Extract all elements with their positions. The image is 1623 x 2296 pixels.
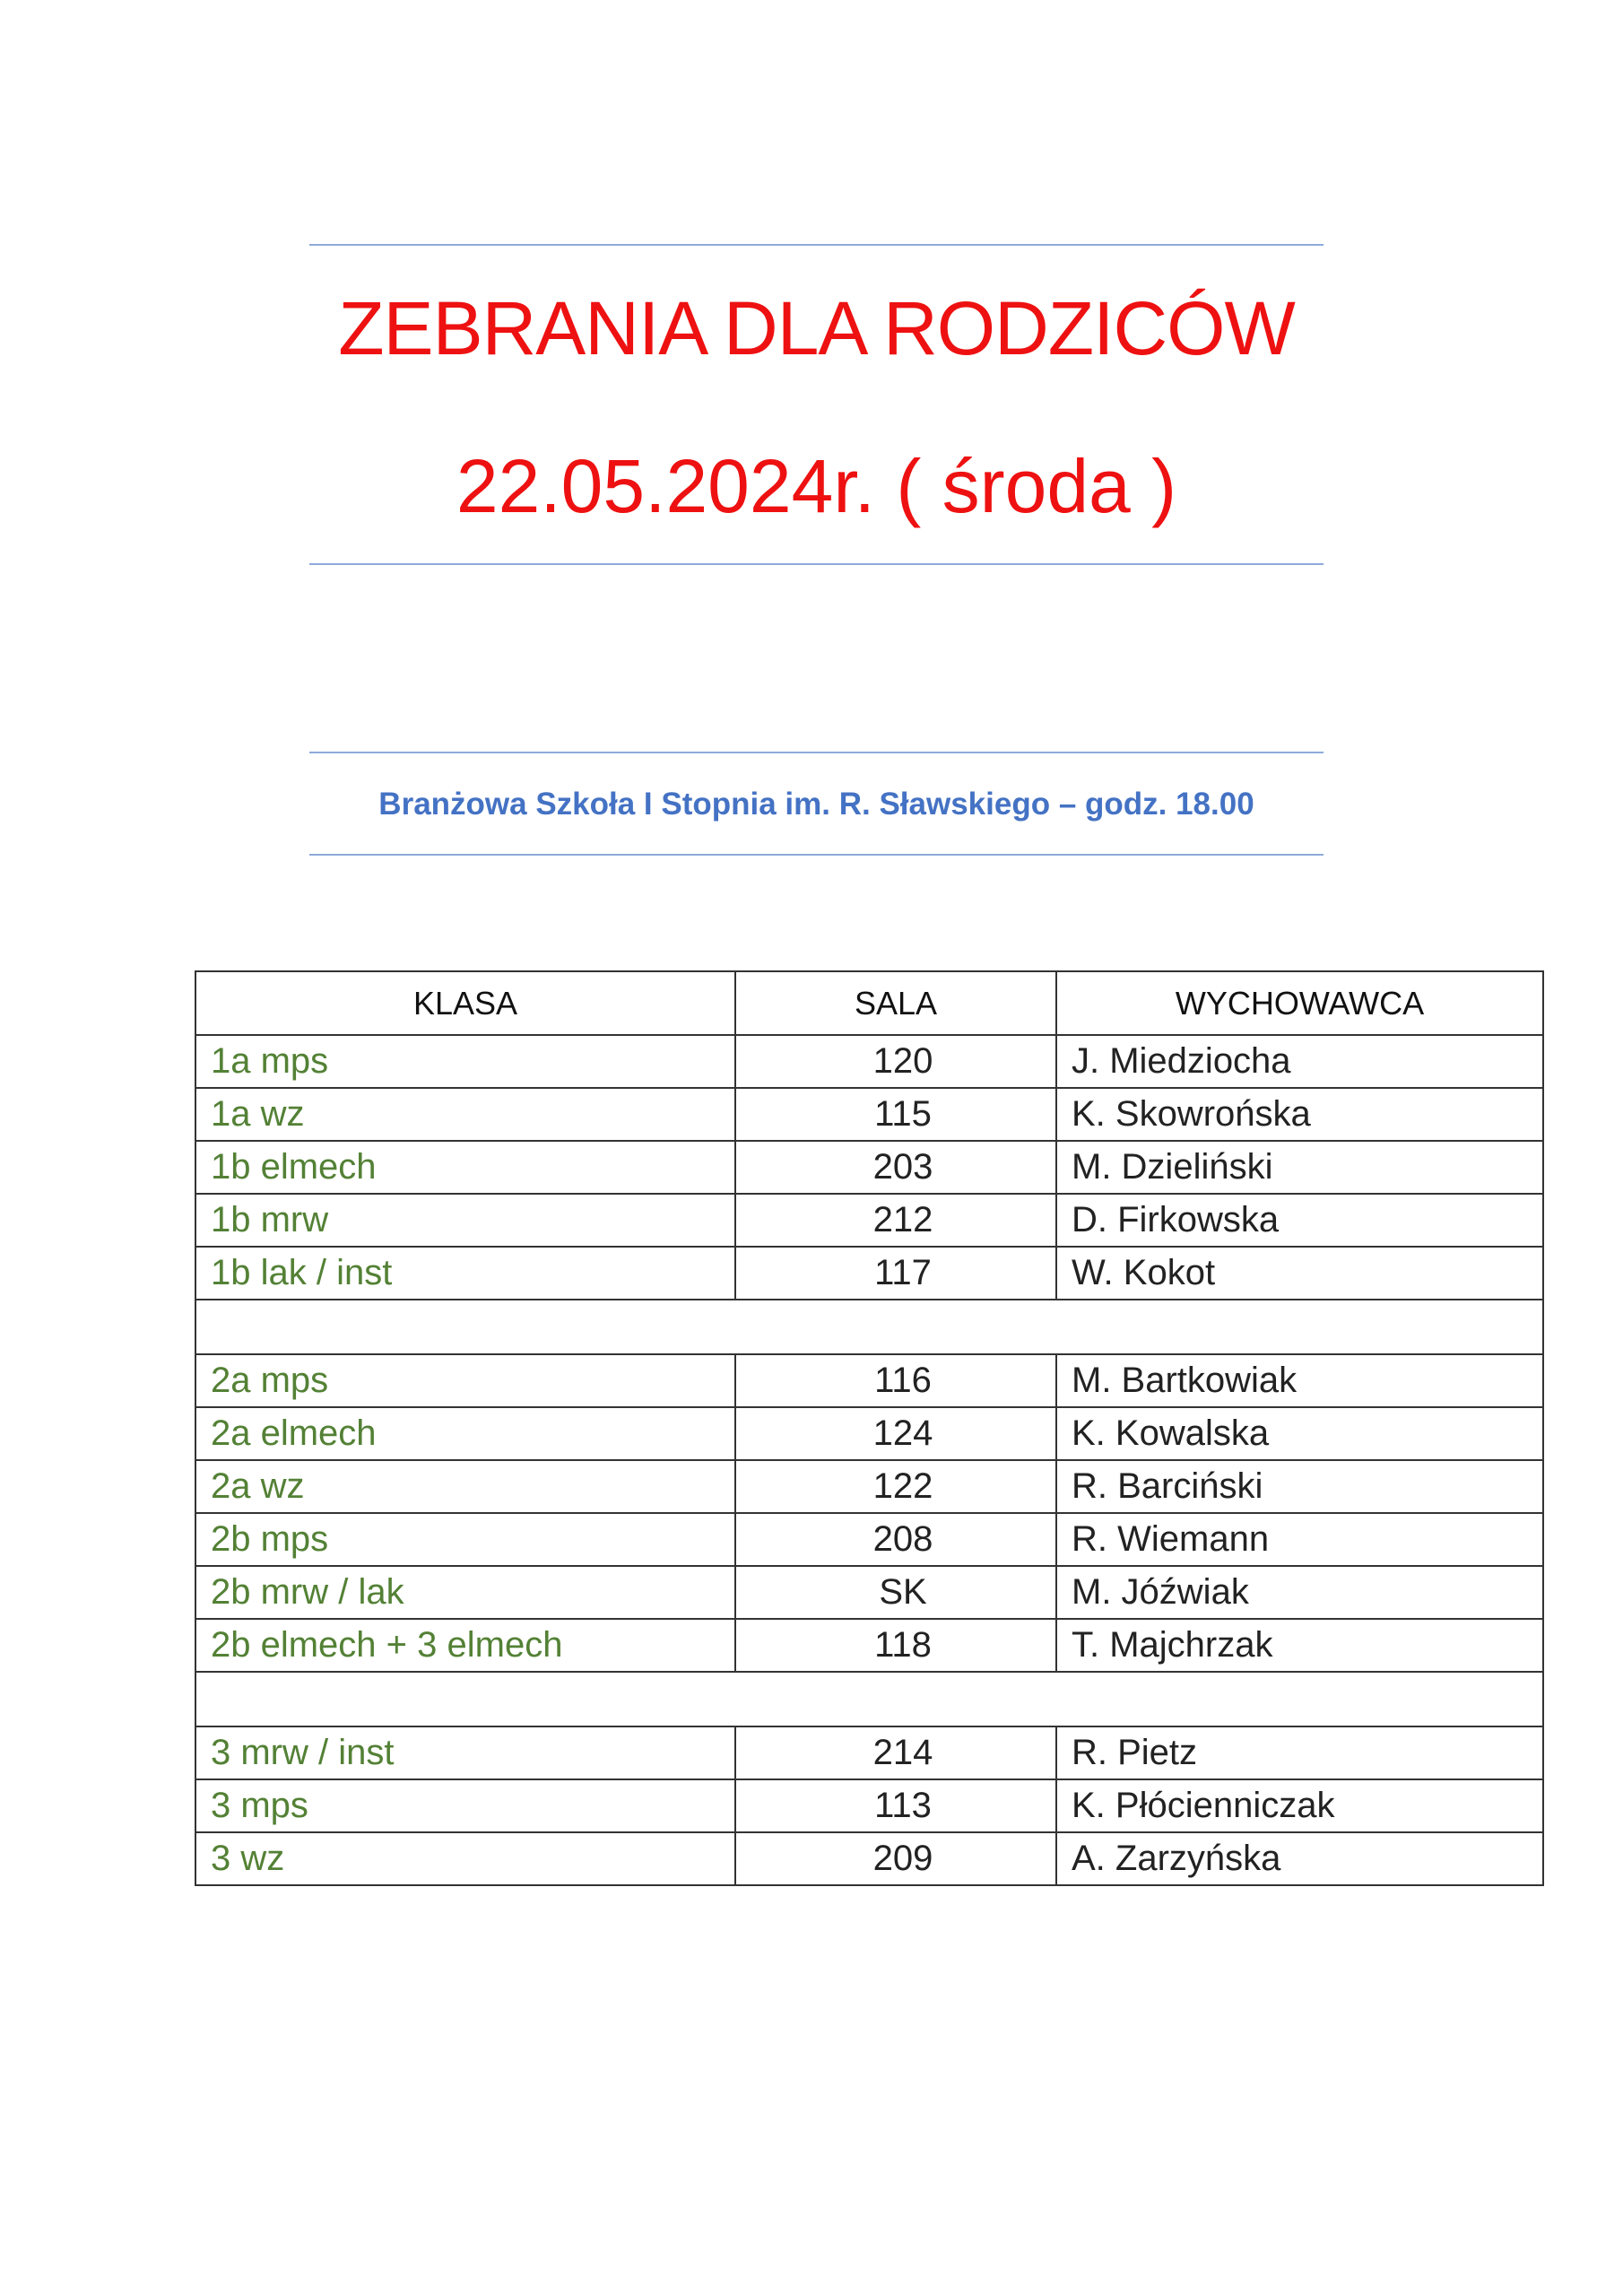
- table-row: [195, 1088, 1543, 1141]
- subtitle-bottom-divider: [309, 854, 1324, 856]
- class-cell: 2b elmech + 3 elmech: [195, 1619, 735, 1672]
- table-row: [195, 1141, 1543, 1194]
- teacher-cell: D. Firkowska: [1056, 1194, 1543, 1247]
- table-header-row: [195, 971, 1543, 1035]
- room-cell: 124: [735, 1407, 1056, 1460]
- meeting-schedule-table: [195, 970, 1544, 1886]
- class-cell: 1b mrw: [195, 1194, 735, 1247]
- spacer-cell: [195, 1672, 1543, 1726]
- room-cell: 117: [735, 1247, 1056, 1300]
- room-cell: 214: [735, 1726, 1056, 1779]
- page-title: ZEBRANIA DLA RODZICÓW: [338, 286, 1295, 370]
- class-cell: 2a mps: [195, 1354, 735, 1407]
- title-bottom-divider: [309, 563, 1324, 565]
- teacher-cell: M. Bartkowiak: [1056, 1354, 1543, 1407]
- header-klasa: KLASA: [195, 971, 735, 1035]
- table-row: [195, 1460, 1543, 1513]
- spacer-row: [195, 1672, 1543, 1726]
- table-row: [195, 1354, 1543, 1407]
- teacher-cell: K. Płócienniczak: [1056, 1779, 1543, 1832]
- table-body: [195, 1035, 1543, 1885]
- subtitle-top-divider: [309, 752, 1324, 753]
- class-cell: 2b mrw / lak: [195, 1566, 735, 1619]
- teacher-cell: M. Dzieliński: [1056, 1141, 1543, 1194]
- teacher-cell: J. Miedziocha: [1056, 1035, 1543, 1088]
- teacher-cell: R. Wiemann: [1056, 1513, 1543, 1566]
- class-cell: 3 mps: [195, 1779, 735, 1832]
- table-row: [195, 1035, 1543, 1088]
- teacher-cell: R. Pietz: [1056, 1726, 1543, 1779]
- class-cell: 1b lak / inst: [195, 1247, 735, 1300]
- room-cell: 115: [735, 1088, 1056, 1141]
- class-cell: 1a mps: [195, 1035, 735, 1088]
- school-subtitle: Branżowa Szkoła I Stopnia im. R. Sławskiego – godz. 18.00: [378, 787, 1254, 822]
- teacher-cell: W. Kokot: [1056, 1247, 1543, 1300]
- header-wychowawca: WYCHOWAWCA: [1056, 971, 1543, 1035]
- table-row: [195, 1566, 1543, 1619]
- room-cell: 118: [735, 1619, 1056, 1672]
- class-cell: 2a wz: [195, 1460, 735, 1513]
- spacer-cell: [195, 1300, 1543, 1354]
- table-row: [195, 1194, 1543, 1247]
- table-row: [195, 1726, 1543, 1779]
- teacher-cell: A. Zarzyńska: [1056, 1832, 1543, 1885]
- top-divider: [309, 244, 1324, 246]
- room-cell: 212: [735, 1194, 1056, 1247]
- class-cell: 1b elmech: [195, 1141, 735, 1194]
- teacher-cell: M. Jóźwiak: [1056, 1566, 1543, 1619]
- room-cell: 208: [735, 1513, 1056, 1566]
- teacher-cell: K. Kowalska: [1056, 1407, 1543, 1460]
- table-row: [195, 1513, 1543, 1566]
- class-cell: 2b mps: [195, 1513, 735, 1566]
- class-cell: 1a wz: [195, 1088, 735, 1141]
- table-row: [195, 1832, 1543, 1885]
- teacher-cell: R. Barciński: [1056, 1460, 1543, 1513]
- room-cell: SK: [735, 1566, 1056, 1619]
- table-row: [195, 1779, 1543, 1832]
- class-cell: 3 mrw / inst: [195, 1726, 735, 1779]
- header-sala: SALA: [735, 971, 1056, 1035]
- table-row: [195, 1247, 1543, 1300]
- meeting-date: 22.05.2024r. ( środa ): [456, 444, 1177, 528]
- table-row: [195, 1407, 1543, 1460]
- teacher-cell: K. Skowrońska: [1056, 1088, 1543, 1141]
- room-cell: 209: [735, 1832, 1056, 1885]
- class-cell: 3 wz: [195, 1832, 735, 1885]
- spacer-row: [195, 1300, 1543, 1354]
- room-cell: 113: [735, 1779, 1056, 1832]
- room-cell: 120: [735, 1035, 1056, 1088]
- room-cell: 203: [735, 1141, 1056, 1194]
- class-cell: 2a elmech: [195, 1407, 735, 1460]
- room-cell: 122: [735, 1460, 1056, 1513]
- teacher-cell: T. Majchrzak: [1056, 1619, 1543, 1672]
- room-cell: 116: [735, 1354, 1056, 1407]
- table-row: [195, 1619, 1543, 1672]
